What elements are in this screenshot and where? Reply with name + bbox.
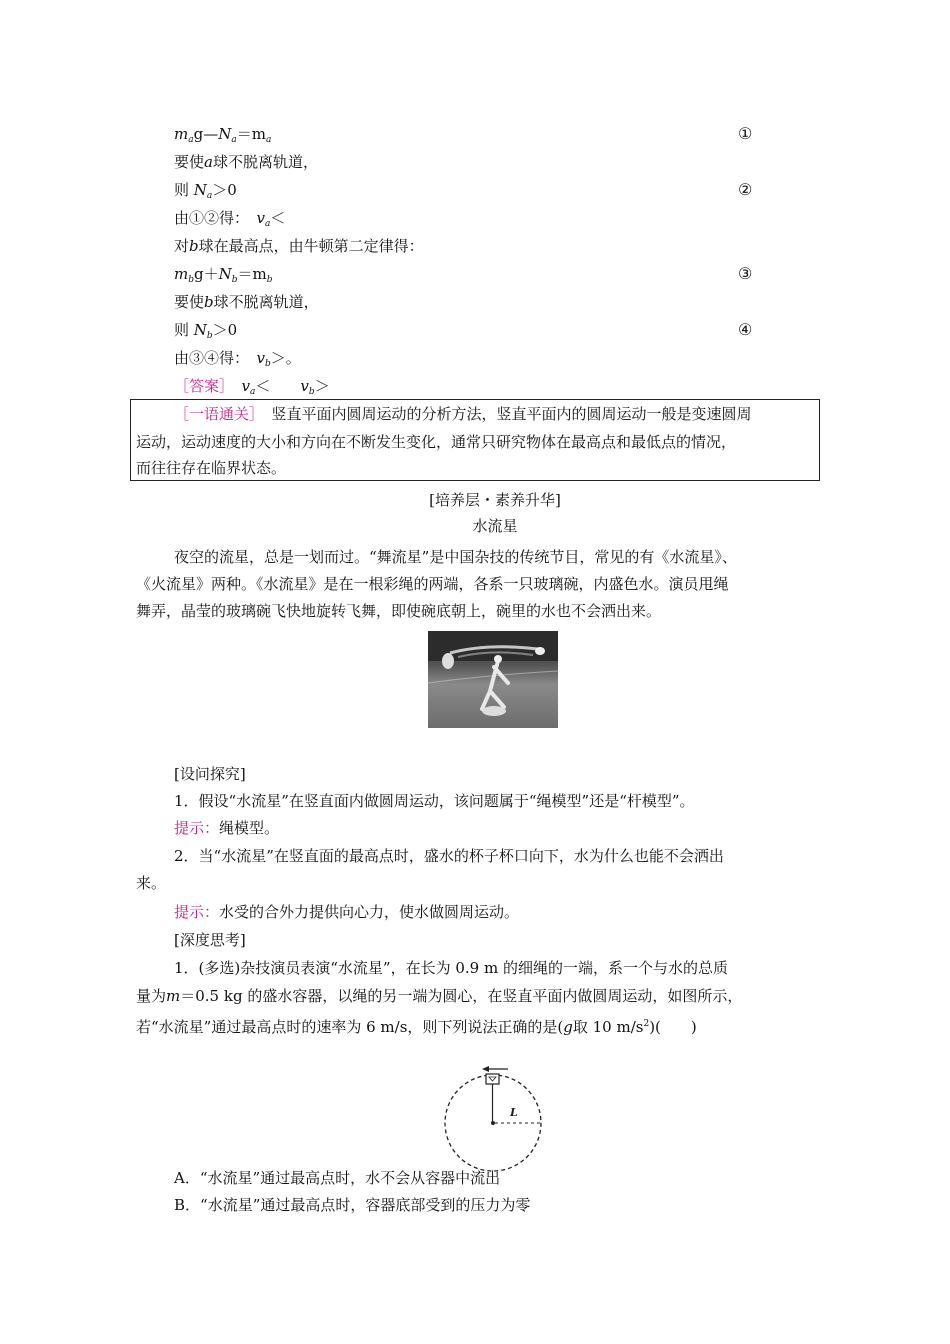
deep-header: [深度思考]: [174, 931, 246, 949]
summary-line1: [174, 404, 752, 424]
eq4-number: ④: [738, 320, 753, 339]
section-title: 水流星: [472, 517, 518, 535]
b-keep-rest: 球不脱离轨道，: [213, 293, 319, 311]
eq1-N-sub: a: [231, 135, 237, 145]
circle-diagram: [438, 1062, 548, 1172]
b-top-rest: 球在最高点，由牛顿第二定律得：: [198, 237, 424, 255]
eq1-eq-sub: a: [265, 135, 272, 145]
b-top-t: 对: [174, 237, 190, 255]
b-top-var: b: [189, 237, 199, 255]
line-then-a: [174, 180, 237, 206]
container-icon: [486, 1074, 499, 1084]
inquiry-a2: [174, 902, 519, 922]
line-a-var: a: [204, 153, 213, 171]
answer-vb-rest: ＞: [314, 377, 330, 395]
deep-p2: [136, 986, 742, 1006]
inquiry-header: [设问探究]: [174, 765, 246, 783]
center-point: [491, 1121, 495, 1125]
from12-v: v: [256, 209, 266, 227]
answer-va-rest: ＜: [255, 377, 271, 395]
from12-rest: ＜: [270, 209, 286, 227]
from34-sub: b: [265, 359, 271, 369]
line-b-keep: [174, 292, 319, 312]
deep-p2-a: 量为: [136, 987, 167, 1005]
b-keep-t: 要使: [174, 293, 205, 311]
deep-p3: [136, 1014, 697, 1037]
section-p3: 舞弄，晶莹的玻璃碗飞快地旋转飞舞，即使碗底朝上，碗里的水也不会洒出来。: [136, 602, 662, 620]
answer-vb: v: [300, 377, 309, 395]
eq3-number: ③: [738, 264, 753, 283]
eq3-m-sub: b: [188, 275, 194, 285]
performance-photo: [428, 631, 558, 728]
eq1-N: N: [218, 125, 232, 143]
eq1-eq: ＝m: [236, 125, 266, 143]
line-a-keep-t1: 要使: [174, 153, 205, 171]
inquiry-a1: [174, 818, 279, 838]
from34-rest: ＞。: [270, 349, 301, 367]
performer-illustration: [428, 631, 558, 728]
line-from12: [174, 208, 285, 234]
eq3-g: g＋: [194, 265, 219, 283]
summary-line3: 而往往存在临界状态。: [136, 459, 287, 477]
section-header: [培养层・素养升华]: [429, 491, 561, 509]
eq3-eq-sub: b: [266, 275, 273, 285]
hint-label-2: 提示：: [174, 903, 220, 921]
deep-p3-c: )( ): [649, 1018, 697, 1036]
eq1-m: m: [174, 125, 189, 143]
answer-label: ［答案］: [174, 377, 227, 395]
inquiry-q1: 1．假设“水流星”在竖直面内做圆周运动，该问题属于“绳模型”还是“杆模型”。: [174, 792, 695, 810]
from12-t: 由①②得：: [174, 209, 242, 227]
deep-p3-g: g: [563, 1018, 573, 1036]
from12-sub: a: [265, 219, 271, 229]
then-a-N: N: [193, 181, 207, 199]
then-a-t: 则: [174, 181, 194, 199]
summary-text1: 竖直平面内圆周运动的分析方法，竖直平面内的圆周运动一般是变速圆周: [271, 405, 752, 423]
answer-vb-sub: b: [308, 387, 315, 397]
line-a-keep: [174, 152, 318, 172]
eq1: [174, 124, 271, 150]
hint-text-1: 绳模型。: [219, 819, 280, 837]
then-b-N: N: [193, 321, 207, 339]
arrow-head-icon: [482, 1066, 489, 1072]
inquiry-q2-l1: 2．当“水流星”在竖直面的最高点时，盛水的杯子杯口向下，水为什么也能不会洒出: [174, 847, 724, 865]
line-a-rest: 球不脱离轨道，: [212, 153, 318, 171]
then-a-sub: a: [206, 191, 213, 201]
hint-label-1: 提示：: [174, 819, 220, 837]
from34-t: 由③④得：: [174, 349, 242, 367]
deep-p3-sup: 2: [643, 1019, 650, 1029]
eq3-N: N: [218, 265, 232, 283]
eq1-g: g—: [193, 125, 219, 143]
deep-p2-m: m: [166, 987, 181, 1005]
eq3-N-sub: b: [231, 275, 238, 285]
deep-p2-b: ＝0.5 kg 的盛水容器，以绳的另一端为圆心，在竖直平面内做圆周运动，如图所示，: [180, 987, 743, 1005]
summary-label: ［一语通关］: [174, 405, 257, 423]
hint-text-2: 水受的合外力提供向心力，使水做圆周运动。: [219, 903, 520, 921]
eq3-m: m: [174, 265, 189, 283]
answer-va: v: [241, 377, 251, 395]
line-from34: [174, 348, 301, 374]
deep-p1: 1．(多选)杂技演员表演“水流星”，在长为 0.9 m 的细绳的一端，系一个与水的总质: [174, 959, 728, 977]
answer-va-sub: a: [250, 387, 256, 397]
eq1-m-sub: a: [188, 135, 194, 145]
summary-line2: 运动，运动速度的大小和方向在不断发生变化，通常只研究物体在最高点和最低点的情况，: [136, 433, 737, 451]
then-b-sub: b: [206, 331, 213, 341]
then-b-t: 则: [174, 321, 194, 339]
section-p1: 夜空的流星，总是一划而过。“舞流星”是中国杂技的传统节目，常见的有《水流星》、: [174, 548, 737, 566]
b-keep-var: b: [204, 293, 214, 311]
radius-label: L: [510, 1106, 518, 1119]
from34-v: v: [256, 349, 266, 367]
then-a-rest: ＞0: [212, 181, 237, 199]
eq3: [174, 264, 273, 290]
line-b-top: [174, 236, 424, 256]
eq3-eq: ＝m: [237, 265, 267, 283]
deep-p3-b: 取 10 m/s: [572, 1018, 644, 1036]
eq2-number: ②: [738, 180, 753, 199]
section-p2: 《火流星》两种。《水流星》是在一根彩绳的两端，各系一只玻璃碗，内盛色水。演员甩绳: [136, 575, 729, 593]
deep-p3-a: 若“水流星”通过最高点时的速率为 6 m/s，则下列说法正确的是(: [136, 1018, 564, 1036]
option-a: A．“水流星”通过最高点时，水不会从容器中流出: [174, 1169, 501, 1187]
eq1-number: ①: [738, 124, 753, 143]
line-then-b: [174, 320, 237, 346]
inquiry-q2-l2: 来。: [136, 874, 167, 892]
then-b-rest: ＞0: [212, 321, 238, 339]
option-b: B．“水流星”通过最高点时，容器底部受到的压力为零: [174, 1196, 531, 1214]
